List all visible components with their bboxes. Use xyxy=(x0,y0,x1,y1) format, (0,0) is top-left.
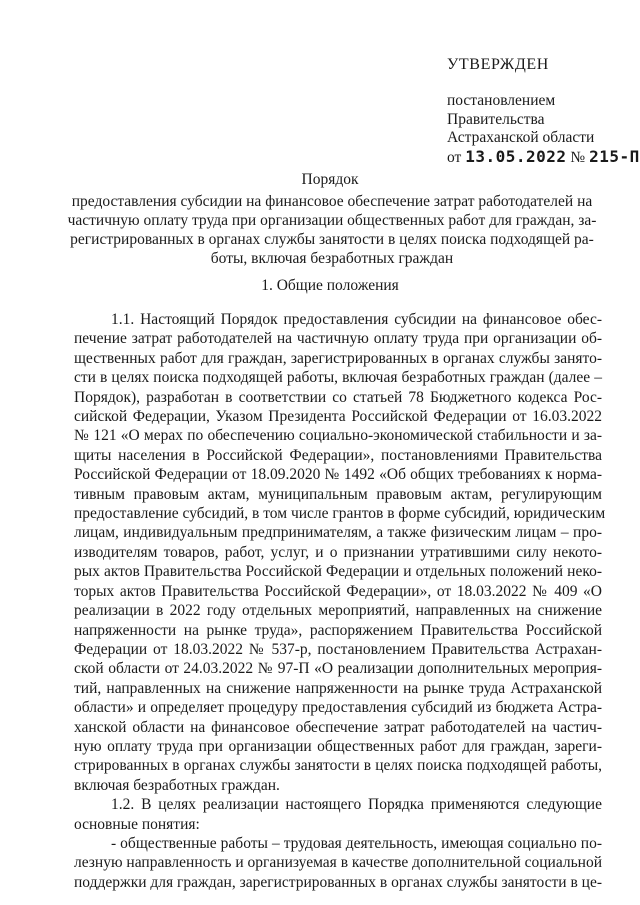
number-sign: № xyxy=(570,148,586,166)
body-line: Федерации от 18.03.2022 № 537-р, постановлением Правительства Астрахан- xyxy=(74,640,602,658)
approval-line: Правительства xyxy=(447,110,545,128)
approval-line: постановлением xyxy=(447,92,556,109)
approval-line: Астраханской области xyxy=(447,129,595,146)
subtitle-line: предоставления субсидии на финансовое обеспечение затрат работодателей на xyxy=(71,193,593,210)
body-line: включая безработных граждан. xyxy=(74,776,280,794)
subtitle-line: боты, включая безработных граждан xyxy=(210,250,454,267)
body-line: напряженности на рынке труда», распоряжением Правительства Российской xyxy=(74,621,602,639)
approval-heading: УТВЕРЖДЕН xyxy=(447,56,549,73)
body-line: печение затрат работодателей на частичную оплату труда при организации об- xyxy=(74,330,602,348)
approval-date: 13.05.2022 xyxy=(465,146,567,166)
body-line: Российской Федерации от 18.09.2020 № 1492 «Об общих требованиях к норма- xyxy=(74,466,602,484)
approval-date-line xyxy=(447,146,640,168)
document-title: Порядок xyxy=(301,171,359,188)
approval-number: 215-П xyxy=(589,146,640,166)
body-line: рых актов Правительства Российской Федерации и отдельных положений неко- xyxy=(74,563,602,581)
body-line: Порядок), разработан в соответствии со статьей 78 Бюджетного кодекса Рос- xyxy=(74,388,602,406)
subtitle-line: регистрированных в органах службы занятости в целях поиска подходящей ра- xyxy=(70,231,594,248)
body-line: тивным правовым актам, муниципальным правовым актам, регулирующим xyxy=(74,485,602,503)
section-heading: 1. Общие положения xyxy=(261,277,399,294)
body-line: реализации в 2022 году отдельных мероприятий, направленных на снижение xyxy=(74,602,602,620)
body-line: - общественные работы – трудовая деятельность, имеющая социально по- xyxy=(111,834,602,852)
body-line: области» и определяет процедуру предоставления субсидий из бюджета Астра- xyxy=(74,699,602,717)
body-line: стрированных в органах службы занятости в целях поиска подходящей работы, xyxy=(74,757,602,775)
subtitle-line: частичную оплату труда при организации общественных работ для граждан, за- xyxy=(67,212,597,229)
body-text xyxy=(74,310,606,892)
body-line: 1.1. Настоящий Порядок предоставления субсидии на финансовое обес- xyxy=(111,311,602,328)
body-line: 1.2. В целях реализации настоящего Порядка применяются следующие xyxy=(111,796,602,814)
body-line: ную оплату труда при организации общественных работ для граждан, зареги- xyxy=(74,737,602,755)
body-line: поддержки для граждан, зарегистрированных в органах службы занятости в це- xyxy=(74,873,602,891)
body-line: № 121 «О мерах по обеспечению социально-экономической стабильности и за- xyxy=(74,427,602,445)
body-line: щиты населения в Российской Федерации», постановлениями Правительства xyxy=(74,446,602,464)
body-line: лезную направленность и организуемая в качестве дополнительной социальной xyxy=(74,854,602,872)
document-subtitle xyxy=(62,192,602,268)
body-line: ской области от 24.03.2022 № 97-П «О реализации дополнительных мероприя- xyxy=(74,660,602,678)
body-line: предоставление субсидий, в том числе грантов в форме субсидий, юридическим xyxy=(74,505,606,523)
body-line: тий, направленных на снижение напряженности на рынке труда Астраханской xyxy=(74,679,602,697)
body-line: ханской области на финансовое обеспечение затрат работодателей на частич- xyxy=(74,718,602,736)
body-line: лицам, индивидуальным предпринимателям, а также физическим лицам – про- xyxy=(74,524,602,542)
body-line: торых актов Правительства Российской Федерации», от 18.03.2022 № 409 «О xyxy=(74,582,602,600)
date-prefix: от xyxy=(447,148,462,166)
approval-block xyxy=(447,55,640,167)
body-line: изводителям товаров, работ, услуг, и о признании утратившими силу некото- xyxy=(74,543,602,561)
body-line: щественных работ для граждан, зарегистрированных в органах службы занято- xyxy=(74,349,602,367)
body-line: основные понятия: xyxy=(74,815,200,833)
body-line: сийской Федерации, Указом Президента Российской Федерации от 16.03.2022 xyxy=(74,408,602,426)
body-line: сти в целях поиска подходящей работы, включая безработных граждан (далее – xyxy=(74,369,602,387)
